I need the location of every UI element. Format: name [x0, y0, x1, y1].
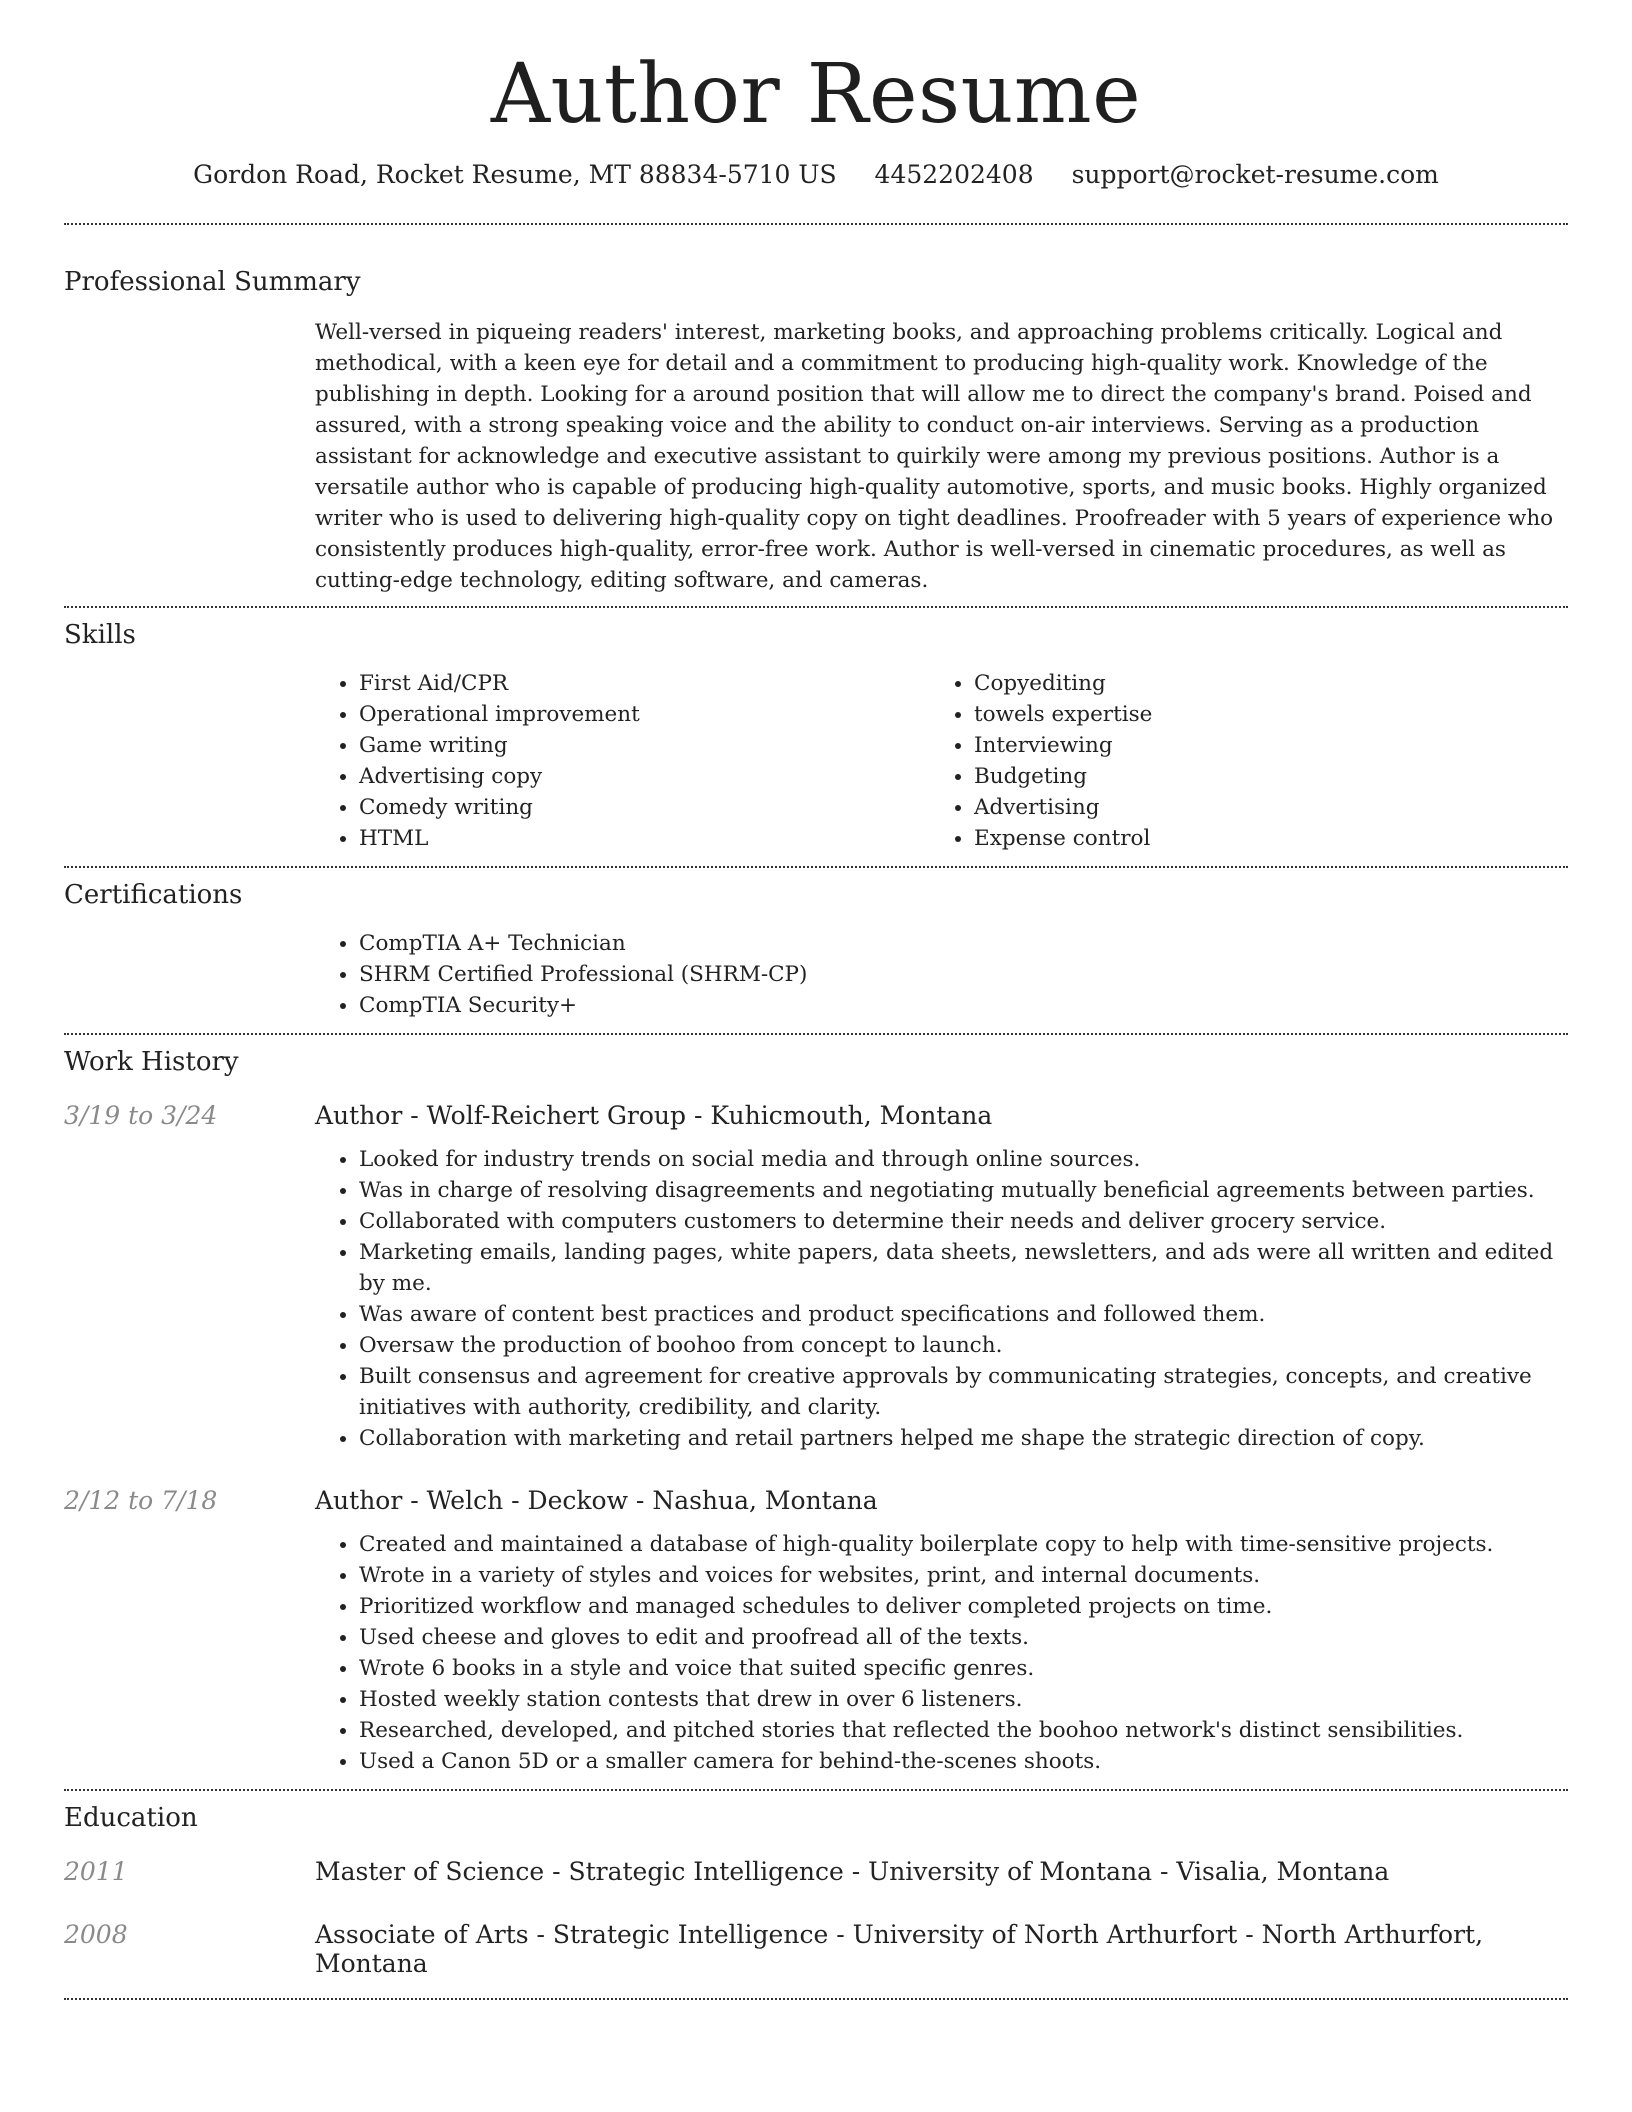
job-bullet: • Used cheese and gloves to edit and proofread all of the texts.	[359, 1622, 1568, 1653]
skills-section	[64, 620, 1568, 854]
divider	[64, 866, 1568, 868]
job-bullet: • Collaborated with computers customers to determine their needs and deliver grocery service.	[359, 1206, 1568, 1237]
job-bullet: • Marketing emails, landing pages, white papers, data sheets, newsletters, and ads were all written and edited by me.	[359, 1237, 1568, 1299]
divider	[64, 1789, 1568, 1791]
job-bullet: • Was in charge of resolving disagreements and negotiating mutually beneficial agreements between parties.	[359, 1175, 1568, 1206]
job-bullet: • Was aware of content best practices and product specifications and followed them.	[359, 1299, 1568, 1330]
education-entry	[64, 1920, 1568, 1978]
work-section	[64, 1047, 1568, 1777]
job-header	[64, 1101, 1568, 1130]
education-year: 2008	[64, 1920, 128, 1950]
skill-item: • Game writing	[359, 730, 930, 761]
certifications-body	[315, 928, 1568, 1021]
certification-item: • CompTIA Security+	[359, 990, 1568, 1021]
education-degree: Associate of Arts - Strategic Intelligence - University of North Arthurfort - North Arthurfort, Montana	[315, 1920, 1484, 1979]
skill-item: • Expense control	[974, 823, 1545, 854]
skill-item: • Copyediting	[974, 668, 1545, 699]
skills-right-list	[930, 668, 1545, 854]
education-entry	[64, 1857, 1568, 1886]
job-bullet: • Researched, developed, and pitched stories that reflected the boohoo network's distinct sensibilities.	[359, 1715, 1568, 1746]
summary-text: Well-versed in piqueing readers' interest, marketing books, and approaching problems critically. Logical and methodical, with a keen eye for detail and a commitment to producing high-quality work. Knowledge of the publishing in depth. Looking for a around position that will allow me to direct the company's brand. Poised and assured, with a strong speaking voice and the ability to conduct on-air interviews. Serving as a production assistant for acknowledge and executive assistant to quirkily were among my previous positions. Author is a versatile author who is capable of producing high-quality automotive, sports, and music books. Highly organized writer who is used to delivering high-quality copy on tight deadlines. Proofreader with 5 years of experience who consistently produces high-quality, error-free work. Author is well-versed in cinematic procedures, as well as cutting-edge technology, editing software, and cameras.	[315, 320, 1554, 594]
certification-item: • CompTIA A+ Technician	[359, 928, 1568, 959]
skills-heading: Skills	[64, 620, 136, 651]
job-title: Author - Wolf-Reichert Group - Kuhicmouth, Montana	[315, 1101, 993, 1131]
skills-left-list	[315, 668, 930, 854]
education-section	[64, 1803, 1568, 1978]
job-entry	[64, 1486, 1568, 1777]
divider	[64, 223, 1568, 225]
skill-item: • towels expertise	[974, 699, 1545, 730]
job-bullets	[315, 1529, 1568, 1777]
certifications-heading: Certifications	[64, 880, 243, 911]
certifications-section	[64, 880, 1568, 1021]
job-bullet: • Wrote 6 books in a style and voice that suited specific genres.	[359, 1653, 1568, 1684]
divider	[64, 1998, 1568, 2000]
divider	[64, 606, 1568, 608]
job-bullet: • Collaboration with marketing and retail partners helped me shape the strategic direction of copy.	[359, 1423, 1568, 1454]
job-bullet-list	[315, 1529, 1568, 1777]
skill-item: • Budgeting	[974, 761, 1545, 792]
skill-item: • Operational improvement	[359, 699, 930, 730]
certifications-list	[315, 928, 1568, 1021]
job-bullet: • Prioritized workflow and managed schedules to deliver completed projects on time.	[359, 1591, 1568, 1622]
skills-right-column	[930, 668, 1545, 854]
contact-line	[64, 160, 1568, 189]
job-entry	[64, 1101, 1568, 1454]
work-heading: Work History	[64, 1047, 239, 1078]
contact-address: Gordon Road, Rocket Resume, MT 88834-5710 US	[193, 160, 837, 190]
summary-section	[64, 267, 1568, 596]
contact-email: support@rocket-resume.com	[1071, 160, 1439, 190]
job-bullet: • Created and maintained a database of high-quality boilerplate copy to help with time-sensitive projects.	[359, 1529, 1568, 1560]
resume-title: Author Resume	[490, 47, 1142, 142]
skill-item: • Advertising	[974, 792, 1545, 823]
divider	[64, 1033, 1568, 1035]
job-bullet: • Used a Canon 5D or a smaller camera for behind-the-scenes shoots.	[359, 1746, 1568, 1777]
skill-item: • First Aid/CPR	[359, 668, 930, 699]
summary-heading: Professional Summary	[64, 267, 361, 298]
education-heading: Education	[64, 1803, 198, 1834]
job-bullet: • Hosted weekly station contests that drew in over 6 listeners.	[359, 1684, 1568, 1715]
job-dates: 2/12 to 7/18	[64, 1486, 218, 1516]
education-degree: Master of Science - Strategic Intelligence - University of Montana - Visalia, Montana	[315, 1857, 1390, 1887]
job-bullet: • Oversaw the production of boohoo from concept to launch.	[359, 1330, 1568, 1361]
skill-item: • Comedy writing	[359, 792, 930, 823]
job-bullet-list	[315, 1144, 1568, 1454]
job-dates: 3/19 to 3/24	[64, 1101, 218, 1131]
contact-phone: 4452202408	[874, 160, 1034, 190]
job-bullet: • Built consensus and agreement for creative approvals by communicating strategies, concepts, and creative initiatives with authority, credibility, and clarity.	[359, 1361, 1568, 1423]
job-bullet: • Wrote in a variety of styles and voices for websites, print, and internal documents.	[359, 1560, 1568, 1591]
certification-item: • SHRM Certified Professional (SHRM-CP)	[359, 959, 1568, 990]
skill-item: • Interviewing	[974, 730, 1545, 761]
skill-item: • HTML	[359, 823, 930, 854]
skill-item: • Advertising copy	[359, 761, 930, 792]
job-bullets	[315, 1144, 1568, 1454]
skills-columns	[315, 668, 1568, 854]
job-title: Author - Welch - Deckow - Nashua, Montana	[315, 1486, 878, 1516]
education-year: 2011	[64, 1857, 128, 1887]
job-header	[64, 1486, 1568, 1515]
skills-left-column	[315, 668, 930, 854]
job-bullet: • Looked for industry trends on social media and through online sources.	[359, 1144, 1568, 1175]
